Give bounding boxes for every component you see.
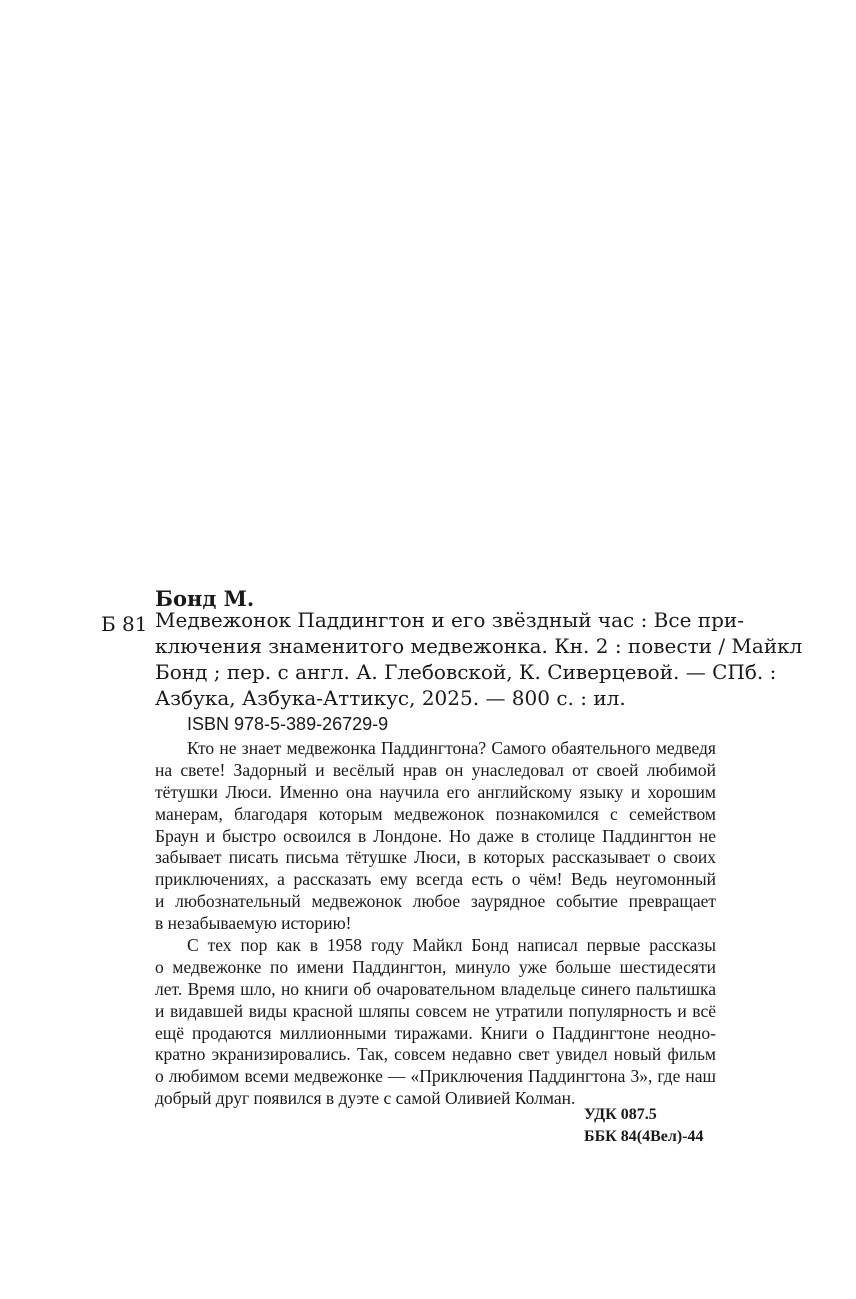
author-heading: Бонд М.: [155, 586, 255, 611]
annotation-line: лет. Время шло, но книги об очаровательном владельце синего пальтишка: [155, 978, 716, 999]
annotation-line: тётушки Люси. Именно она научила его английскому языку и хорошим: [155, 781, 716, 802]
annotation-line: Кто не знает медвежонка Паддингтона? Самого обаятельного медведя: [187, 738, 716, 758]
annotation-line: кратно экранизировались. Так, совсем недавно свет увидел новый фильм: [155, 1044, 716, 1065]
annotation-line: добрый друг появился в дуэте с самой Оливией Колман.: [155, 1088, 576, 1109]
annotation-line: и любознательный медвежонок любое заурядное событие превращает: [155, 891, 716, 912]
biblio-line: Бонд ; пер. с англ. А. Глебовской, К. Сиверцевой. — СПб. :: [155, 660, 777, 684]
udk-code: УДК 087.5: [584, 1106, 657, 1123]
annotation-line: манерам, благодаря которым медвежонок познакомился с семейством: [155, 803, 716, 824]
annotation-line: Браун и быстро освоился в Лондоне. Но даже в столице Паддингтон не: [155, 825, 716, 846]
annotation-line: о медвежонке по имени Паддингтон, минуло уже больше шестидесяти: [155, 956, 716, 977]
isbn: ISBN 978-5-389-26729-9: [187, 714, 389, 734]
biblio-line: ключения знаменитого медвежонка. Кн. 2 : повести / Майкл: [155, 634, 803, 658]
annotation-line: С тех пор как в 1958 году Майкл Бонд написал первые рассказы: [187, 935, 716, 956]
annotation-line: и видавшей виды красной шляпы совсем не утратили популярность и всё: [155, 1000, 716, 1021]
annotation-line: забывает писать письма тётушке Люси, в которых рассказывает о своих: [155, 847, 716, 868]
annotation-line: о любимом всеми медвежонке — «Приключения Паддингтона 3», где наш: [155, 1066, 716, 1087]
annotation-line: приключениях, а рассказать ему всегда есть о чём! Ведь неугомонный: [155, 869, 716, 890]
annotation-line: ещё продаются миллионными тиражами. Книги о Паддингтоне неодно-: [155, 1022, 716, 1043]
biblio-line: Медвежонок Паддингтон и его звёздный час : Все при-: [155, 608, 744, 632]
biblio-line: Азбука, Азбука-Аттикус, 2025. — 800 с. : ил.: [155, 686, 626, 710]
author-mark-code: Б 81: [101, 612, 148, 636]
bbk-code: ББК 84(4Вел)-44: [584, 1128, 704, 1145]
annotation: [155, 738, 716, 1110]
annotation-line: в незабываемую историю!: [155, 913, 352, 934]
bibliographic-description: [155, 607, 803, 711]
annotation-line: на свете! Задорный и весёлый нрав он унаследовал от своей любимой: [155, 759, 716, 780]
